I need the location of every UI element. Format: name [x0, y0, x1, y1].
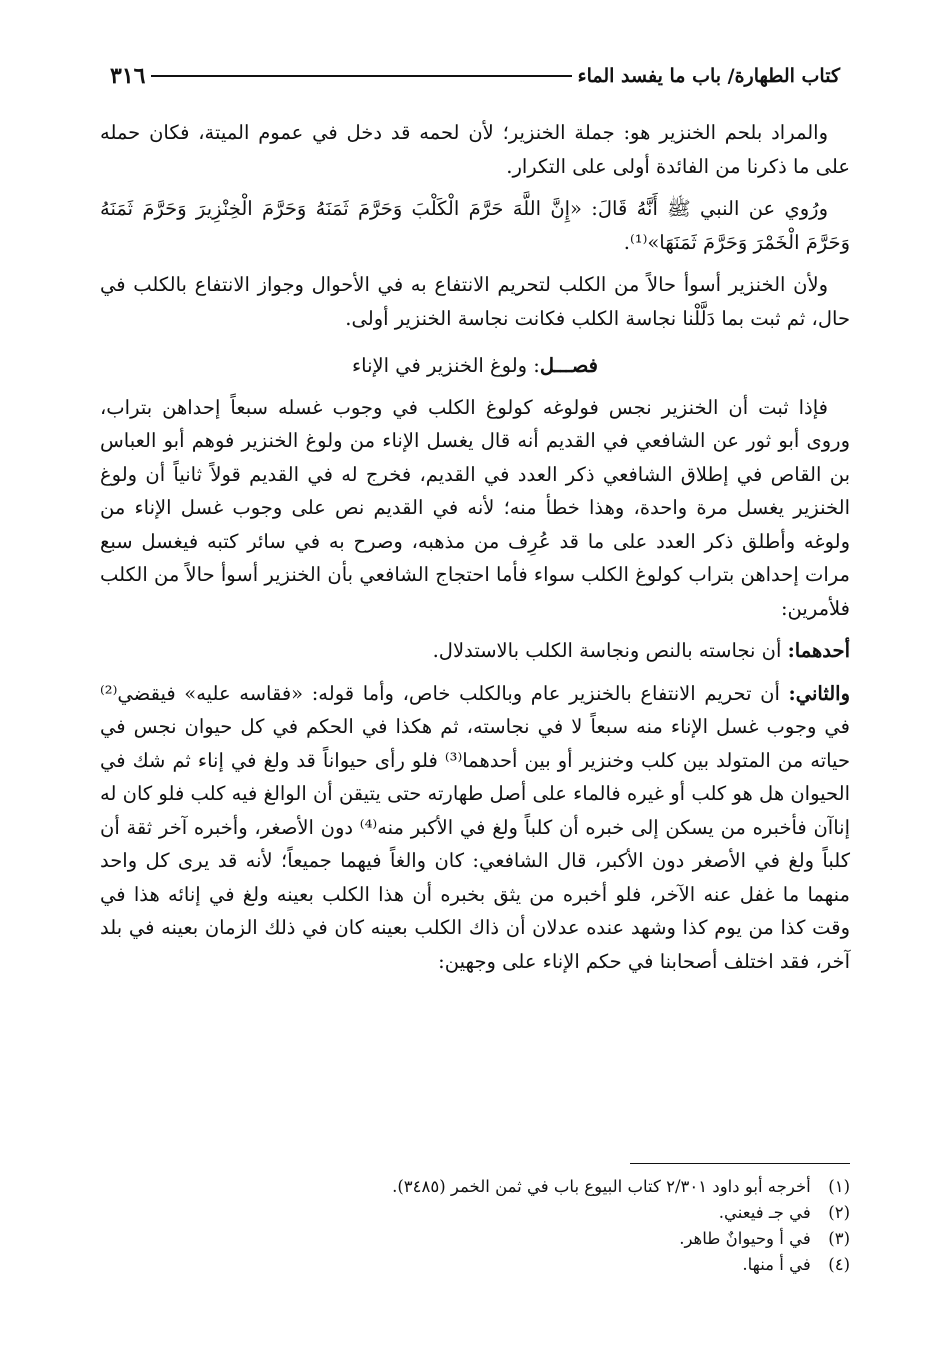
footnote-text: في أ وحيوانٌ طاهر.	[679, 1229, 811, 1248]
paragraph-aswa-halan: ولأن الخنزير أسوأ حالاً من الكلب لتحريم الانتفاع به في الأحوال وجواز الانتفاع بالكلب في حال، ثم ثبت بما دَلَّلْنا نجاسة الكلب فكانت نجاسة الخنزير أولى.	[100, 273, 850, 330]
footnote-number: (١)	[828, 1177, 850, 1196]
footnote-item	[100, 1174, 850, 1200]
section-title: : ولوغ الخنزير في الإناء	[352, 354, 540, 377]
first-reason-lead: أحدهما:	[787, 639, 850, 662]
section-heading	[100, 349, 850, 383]
footnote-text: في جـ فيعني.	[718, 1203, 811, 1222]
paragraph-lahm-khinzir: والمراد بلحم الخنزير هو: جملة الخنزير؛ لأن لحمه قد دخل في عموم الميتة، فكان حمله على ما ذكرنا من الفائدة أولى على التكرار.	[100, 121, 850, 178]
paragraph-first-reason	[100, 634, 850, 668]
footnote-item	[100, 1200, 850, 1226]
section-keyword: فصـــل	[539, 354, 598, 377]
footnote-item	[100, 1226, 850, 1252]
footnote-number: (٢)	[828, 1203, 850, 1222]
page-header	[100, 56, 850, 96]
main-text	[100, 116, 850, 987]
first-reason-text: أن نجاسته بالنص ونجاسة الكلب بالاستدلال.	[432, 639, 788, 662]
header-rule	[151, 75, 571, 77]
footnote-item	[100, 1252, 850, 1278]
paragraph-hadith: ورُوي عن النبي ﷺ أَنَّهُ قَالَ: «إِنَّ اللَّهَ حَرَّمَ الْكَلْبَ وَحَرَّمَ ثَمَنَهُ وَحَرَّمَ الْخِنْزِيرَ وَحَرَّمَ ثَمَنَهُ وَحَرَّمَ الْخَمْرَ وَحَرَّمَ ثَمَنَهَا»⁽¹⁾.	[100, 197, 850, 254]
footnotes	[100, 1174, 850, 1278]
second-reason-lead: والثاني:	[788, 681, 850, 705]
paragraph-wulugh: فإذا ثبت أن الخنزير نجس فولوغه كولوغ الكلب في وجوب غسله سبعاً إحداهن بتراب، وروى أبو ثور عن الشافعي في القديم أنه قال يغسل الإناء من ولوغ الخنزير فوهم أبو العباس بن القاص في إطلاق الشافعي ذكر العدد في القديم، فخرج له في القديم قولاً ثانياً أن ولوغ الخنزير يغسل مرة واحدة، وهذا خطأ منه؛ لأنه في القديم نص على وجوب غسل الإناء من ولوغه وأطلق ذكر العدد على ما قد عُرِف من مذهبه، وصرح به في سائر كتبه فيغسل سبع مرات إحداهن بتراب كولوغ الكلب سواء فأما احتجاج الشافعي بأن الخنزير أسوأ حالاً من الكلب فلأمرين:	[100, 395, 850, 620]
running-title: كتاب الطهارة/ باب ما يفسد الماء	[577, 65, 840, 87]
page-number: ٣١٦	[110, 63, 146, 89]
footnote-number: (٤)	[828, 1255, 850, 1274]
footnote-divider	[630, 1163, 850, 1164]
footnote-text: أخرجه أبو داود ٢/٣٠١ كتاب البيوع باب في ثمن الخمر (٣٤٨٥).	[392, 1177, 811, 1196]
second-reason-text: أن تحريم الانتفاع بالخنزير عام وبالكلب خاص، وأما قوله: «فقاسه عليه» فيقضي⁽²⁾ في وجوب غسل الإناء منه سبعاً لا في نجاسته، ثم هكذا في الحكم في كل حيوان نجس في حياته من المتولد بين كلب وخنزير أو بين أحدهما⁽³⁾ فلو رأى حيواناً قد ولغ في إناء ثم شك في الحيوان هل هو كلب أو غيره فالماء على أصل طهارته حتى يتيقن أن الوالغ فيه كلب فلو كان له إناآن فأخبره من يسكن إلى خبره أن كلباً ولغ في الأكبر منه⁽⁴⁾ دون الأصغر، وأخبره آخر ثقة أن كلباً ولغ في الأصغر دون الأكبر، قال الشافعي: كان والغاً فيهما جميعاً؛ لأنه قد يرى كل واحد منهما ما غفل عنه الآخر، فلو أخبره من يثق بخبره أن هذا الكلب بعينه ولغ في إنائه هذا في وقت كذا من يوم كذا وشهد عنده عدلان أن ذاك الكلب بعينه كان في ذلك الزمان بعينه في بلد آخر، فقد اختلف أصحابنا في حكم الإناء على وجهين:	[100, 681, 851, 973]
footnote-text: في أ منها.	[742, 1255, 811, 1274]
paragraph-second-reason	[100, 677, 850, 979]
footnote-number: (٣)	[828, 1229, 850, 1248]
